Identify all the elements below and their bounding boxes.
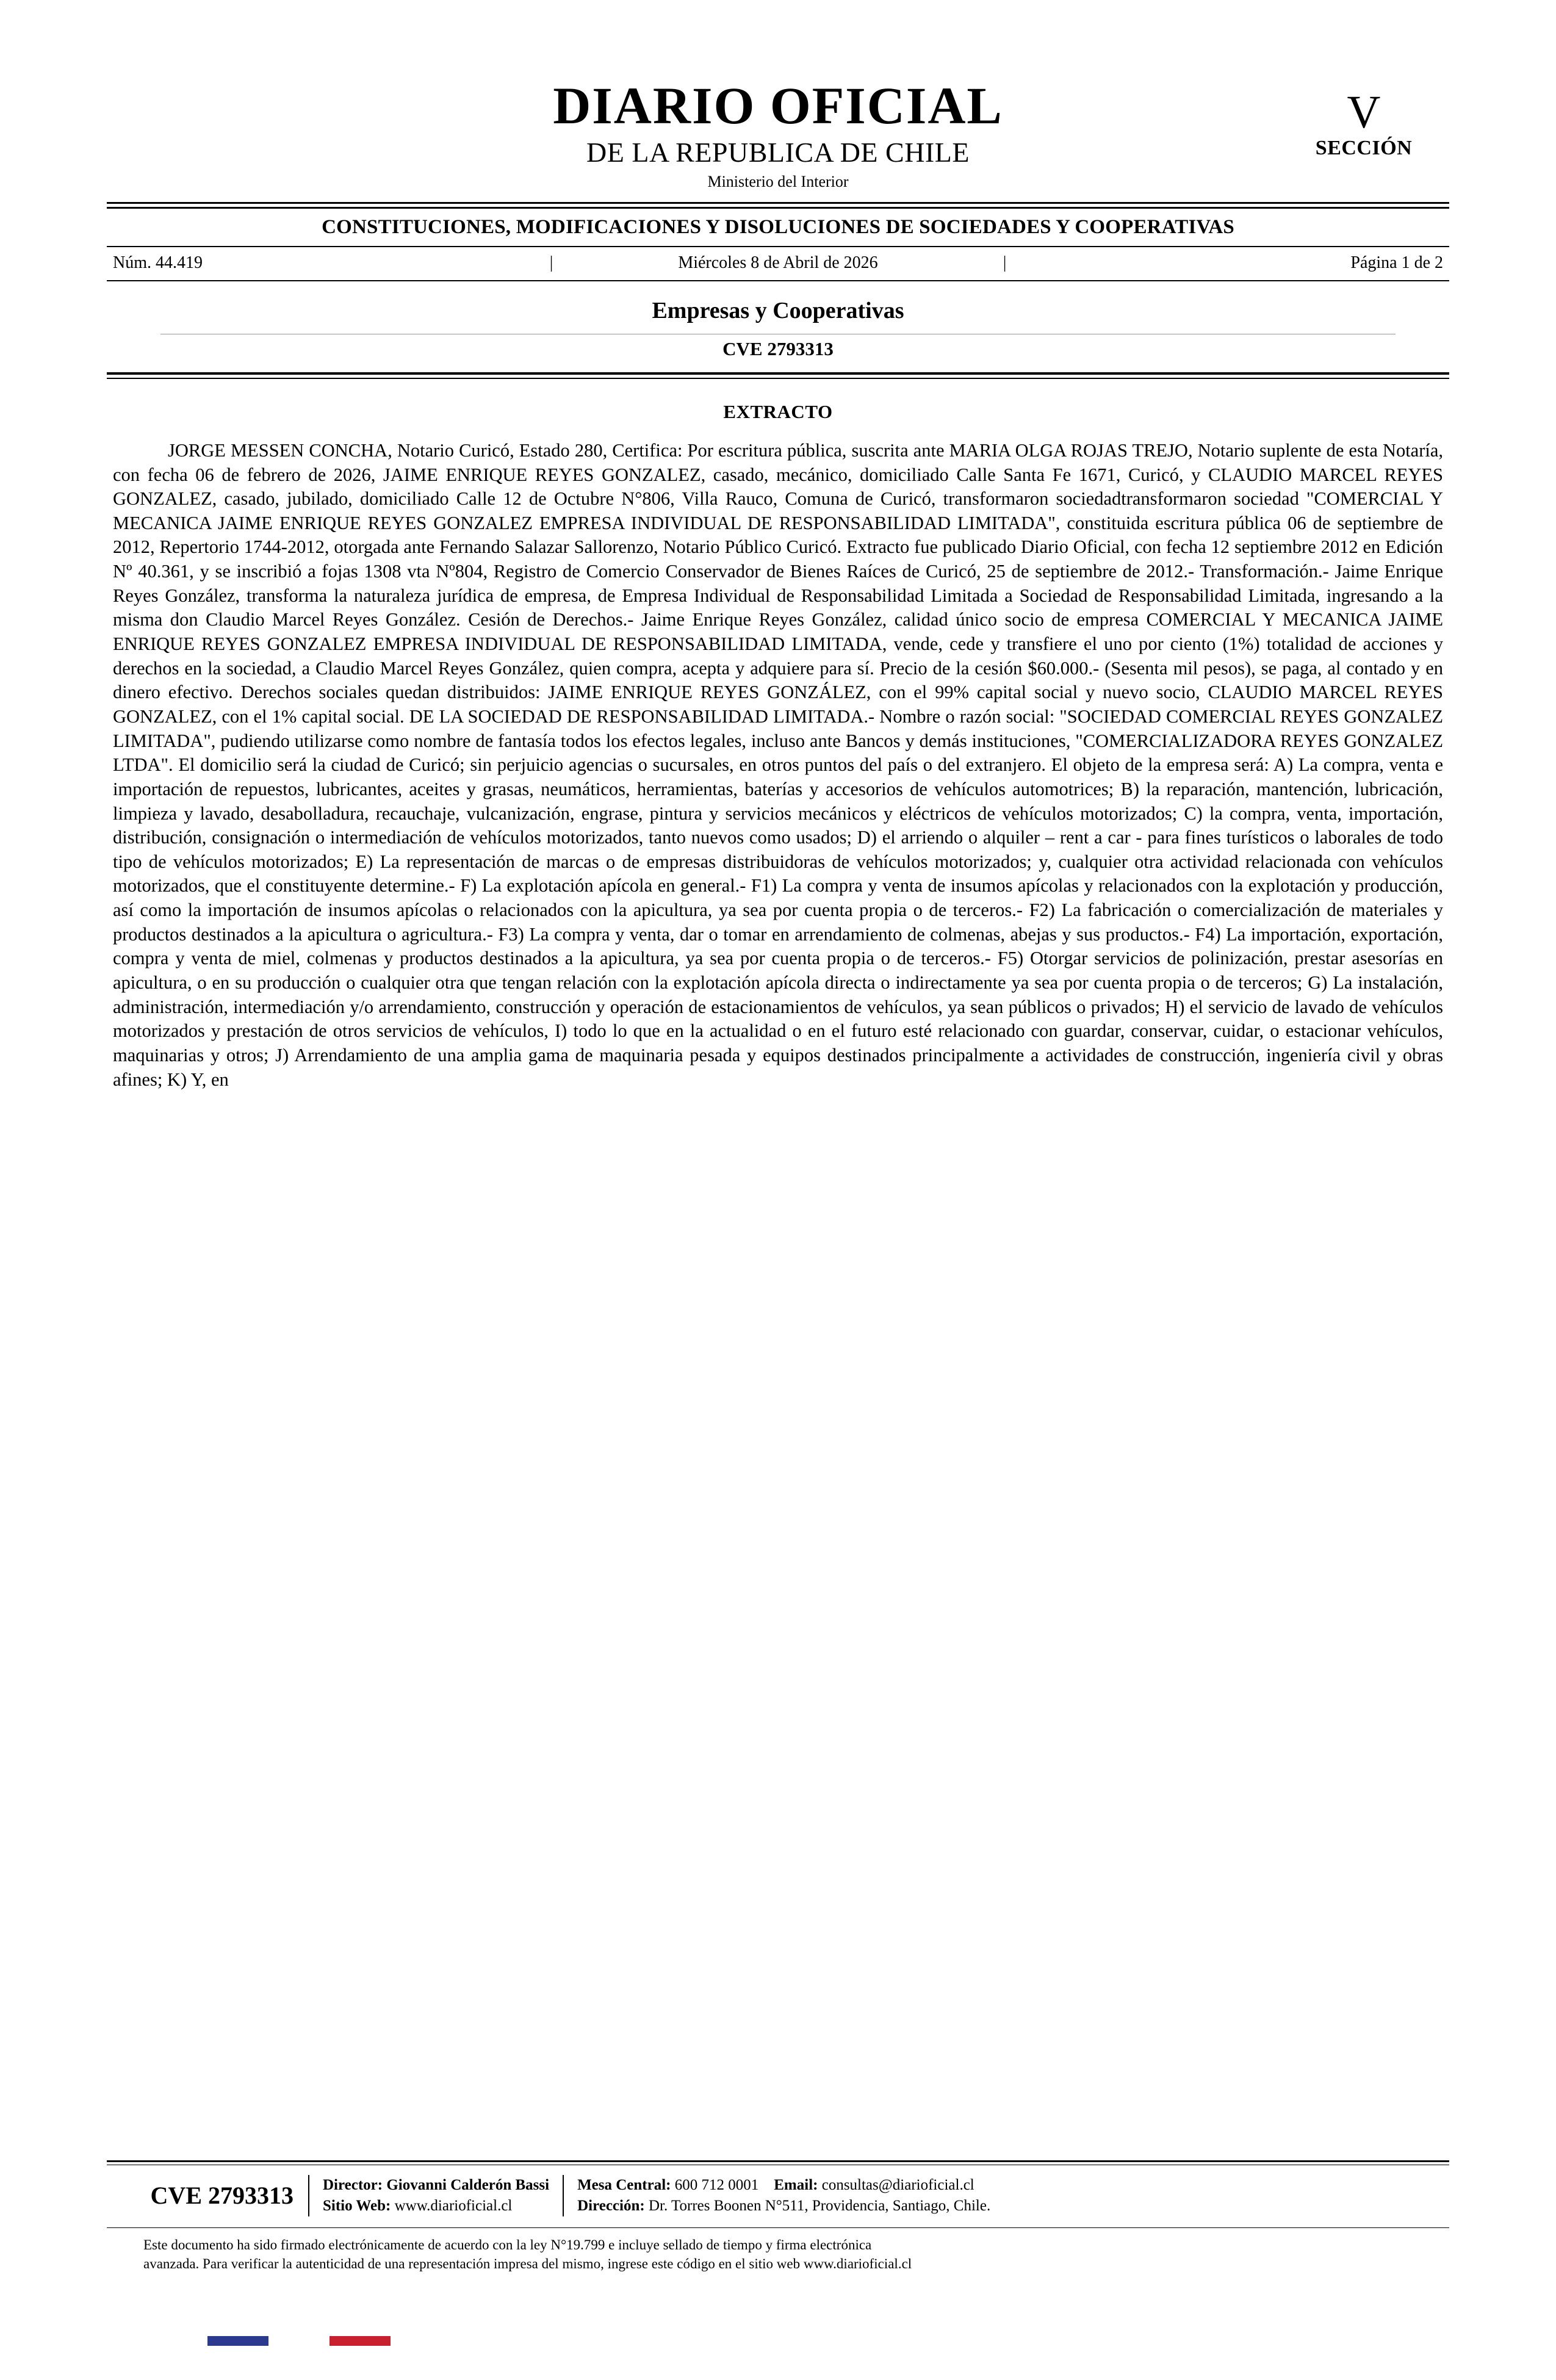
- flag-white-stripe: [268, 2336, 330, 2346]
- footer-address-line: [577, 2196, 990, 2216]
- document-heading: EXTRACTO: [723, 400, 833, 422]
- footer-director-label: Director:: [323, 2177, 383, 2193]
- section-category-title: Empresas y Cooperativas: [652, 297, 904, 323]
- issue-separator-left: |: [549, 253, 553, 272]
- footer-contact-column: [563, 2175, 1004, 2216]
- footer-site-line: [323, 2196, 549, 2216]
- footer-legal-notice: [107, 2228, 1449, 2273]
- footer-director-column: [308, 2175, 563, 2216]
- footer-address-value: Dr. Torres Boonen N°511, Providencia, Santiago, Chile.: [648, 2197, 991, 2214]
- footer-cve-code: CVE 2793313: [150, 2182, 294, 2210]
- page-indicator: Página 1 de 2: [1350, 253, 1444, 272]
- divider-top: [107, 202, 1449, 209]
- footer-legal-line-2: avanzada. Para verificar la autenticidad de una representación impresa del mismo, ingrese este código en el sitio web www.diarioficial.cl: [143, 2256, 912, 2271]
- issue-number: Núm. 44.419: [113, 253, 203, 272]
- footer-legal-line-1: Este documento ha sido firmado electrónicamente de acuerdo con la ley N°19.799 e incluye sellado de tiempo y firma electrónica: [143, 2237, 872, 2252]
- masthead-subtitle: DE LA REPUBLICA DE CHILE: [586, 137, 970, 168]
- footer-mesa-line: [577, 2175, 990, 2196]
- section-label: SECCIÓN: [1315, 137, 1413, 160]
- section-roman-numeral: V: [1347, 87, 1381, 138]
- footer-site-label: Sitio Web:: [323, 2197, 391, 2214]
- flag-blue-stripe: [207, 2336, 268, 2346]
- footer-mesa-label: Mesa Central:: [577, 2177, 671, 2193]
- document-body: JORGE MESSEN CONCHA, Notario Curicó, Estado 280, Certifica: Por escritura pública, suscrita ante MARIA OLGA ROJAS TREJO, Notario suplente de esta Notaría, con fecha 06 de febrero de 2026, JAIME ENRIQUE REYES GONZALEZ, casado, mecánico, domiciliado Calle Santa Fe 1671, Curicó, y CLAUDIO MARCEL REYES GONZALEZ, casado, jubilado, domiciliado Calle 12 de Octubre N°806, Villa Rauco, Comuna de Curicó, transformaron sociedadtransformaron sociedad "COMERCIAL Y MECANICA JAIME ENRIQUE REYES GONZALEZ EMPRESA INDIVIDUAL DE RESPONSABILIDAD LIMITADA", constituida escritura pública 06 de septiembre de 2012, Repertorio 1744-2012, otorgada ante Fernando Salazar Sallorenzo, Notario Público Curicó. Extracto fue publicado Diario Oficial, con fecha 12 septiembre 2012 en Edición Nº 40.361, y se inscribió a fojas 1308 vta Nº804, Registro de Comercio Conservador de Bienes Raíces de Curicó, 25 de septiembre de 2012.- Transformación.- Jaime Enrique Reyes González, transforma la naturaleza jurídica de empresa, de Empresa Individual de Responsabilidad Limitada a Sociedad de Responsabilidad Limitada, ingresando a la misma don Claudio Marcel Reyes González. Cesión de Derechos.- Jaime Enrique Reyes González, calidad único socio de empresa COMERCIAL Y MECANICA JAIME ENRIQUE REYES GONZALEZ EMPRESA INDIVIDUAL DE RESPONSABILIDAD LIMITADA, vende, cede y transfiere el uno por ciento (1%) totalidad de acciones y derechos en la sociedad, a Claudio Marcel Reyes González, quien compra, acepta y adquiere para sí. Precio de la cesión $60.000.- (Sesenta mil pesos), se paga, al contado y en dinero efectivo. Derechos sociales quedan distribuidos: JAIME ENRIQUE REYES GONZÁLEZ, con el 99% capital social y nuevo socio, CLAUDIO MARCEL REYES GONZALEZ, con el 1% capital social. DE LA SOCIEDAD DE RESPONSABILIDAD LIMITADA.- Nombre o razón social: "SOCIEDAD COMERCIAL REYES GONZALEZ LIMITADA", pudiendo utilizarse como nombre de fantasía todos los efectos legales, incluso ante Bancos y demás instituciones, "COMERCIALIZADORA REYES GONZALEZ LTDA". El domicilio será la ciudad de Curicó; sin perjuicio agencias o sucursales, en otros puntos del país o del extranjero. El objeto de la empresa será: A) La compra, venta e importación de repuestos, lubricantes, aceites y grasas, neumáticos, herramientas, baterías y accesorios de vehículos automotrices; B) la reparación, mantención, lubricación, limpieza y lavado, desabolladura, recauchaje, vulcanización, engrase, pintura y servicios mecánicos y eléctricos de vehículos motorizados; C) la compra, venta, importación, distribución, consignación o intermediación de vehículos motorizados, tanto nuevos como usados; D) el arriendo o alquiler – rent a car - para fines turísticos o laborales de todo tipo de vehículos motorizados; E) La representación de marcas o de empresas distribuidoras de vehículos motorizados; y, cualquier otra actividad relacionada con vehículos motorizados, que el constituyente determine.- F) La explotación apícola en general.- F1) La compra y venta de insumos apícolas y relacionados con la explotación y producción, así como la importación de insumos apícolas o relacionados con la apicultura, ya sea por cuenta propia o de terceros.- F2) La fabricación o comercialización de materiales y productos destinados a la apicultura o agricultura.- F3) La compra y venta, dar o tomar en arrendamiento de colmenas, abejas y sus productos.- F4) La importación, exportación, compra y venta de miel, colmenas y productos destinados a la apicultura, ya sea por cuenta propia o de terceros.- F5) Otorgar servicios de polinización, prestar asesorías en apicultura, o en su producción o cualquier otra que tengan relación con la explotación apícola directa o indirectamente ya sea por cuenta propia o de terceros; G) La instalación, administración, intermediación y/o arrendamiento, construcción y operación de estacionamientos de vehículos, ya sean públicos o privados; H) el servicio de lavado de vehículos motorizados y prestación de otros servicios de vehículos, I) todo lo que en la actualidad o en el futuro esté relacionado con guardar, conservar, cuidar, o estacionar vehículos, maquinarias y otros; J) Arrendamiento de una amplia gama de maquinaria pesada y equipos destinados principalmente a actividades de construcción, ingeniería civil y obras afines; K) Y, en: [113, 439, 1443, 1090]
- issue-separator-right: |: [1003, 253, 1007, 272]
- chile-flag-bar: [207, 2336, 391, 2346]
- footer-divider-top: [107, 2160, 1449, 2165]
- footer-director-line: [323, 2175, 549, 2196]
- footer-director-name: Giovanni Calderón Bassi: [386, 2177, 550, 2193]
- masthead-ministry: Ministerio del Interior: [707, 172, 849, 190]
- issue-info-row: [107, 247, 1449, 280]
- page-title: DIARIO OFICIAL: [553, 76, 1003, 135]
- flag-red-stripe: [330, 2336, 391, 2346]
- divider-before-document: [107, 372, 1449, 379]
- page-footer: [107, 2160, 1449, 2273]
- cve-code-header: CVE 2793313: [722, 337, 834, 359]
- category-banner: CONSTITUCIONES, MODIFICACIONES Y DISOLUCIONES DE SOCIEDADES Y COOPERATIVAS: [322, 215, 1234, 238]
- section-mark: [1284, 87, 1443, 160]
- footer-mesa-value: 600 712 0001: [674, 2177, 759, 2193]
- footer-address-label: Dirección:: [577, 2197, 645, 2214]
- masthead: [107, 76, 1449, 191]
- footer-email-value[interactable]: consultas@diarioficial.cl: [821, 2177, 974, 2193]
- footer-email-label: Email:: [774, 2177, 818, 2193]
- footer-site-value[interactable]: www.diarioficial.cl: [394, 2197, 513, 2214]
- issue-date: Miércoles 8 de Abril de 2026: [678, 253, 878, 272]
- document-content: [107, 76, 1449, 1092]
- footer-main-row: [107, 2165, 1449, 2226]
